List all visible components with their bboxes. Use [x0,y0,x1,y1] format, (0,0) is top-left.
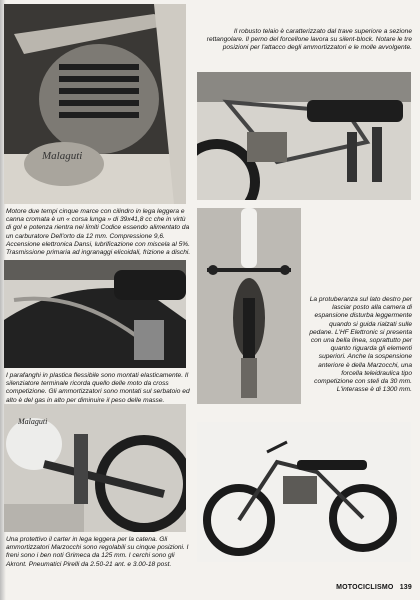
page-footer [300,584,412,594]
rear-chain-photo [4,404,186,532]
malaguti-side-logo: Malaguti [18,417,48,426]
engine-photo [4,4,186,204]
magazine-name: MOTOCICLISMO [336,584,394,591]
tank-photo [4,260,186,368]
full-bike-photo [197,422,411,562]
page-number: 139 [399,584,412,591]
caption-tank: La protuberanza sul lato destro per lasciar posto alla camera di espansione disturba leggermente quando si guida rialzati sulle pedane. L'HF Elettronic si presenta con una bella linea, soprattutto per quanto riguarda gli elementi superiori. Anche la sospensione anteriore è della Marzocchi, una forcella teleidraulica tipo competizione con steli da 30 mm. L'interasse è di 1300 mm. [309,296,412,394]
frame-photo [197,72,411,200]
caption-engine: Motore due tempi cinque marce con cilindro in lega leggera e canna cromata è un « corsa lunga » di 39x41,8 cc che in virtù di gol e potenza rientra nei limiti Codice essendo alimentato da un carburatore Dell'orto da 12 mm. Compressione 9,6. Accensione elettronica Dansi, lubrificazione con miscela al 5%. Trasmissione primaria ad ingranaggi elicoidali, frizione a dischi. [6,208,191,257]
caption-chain: Una protettivo il carter in lega leggera per la catena. Gli ammortizzatori Marzocchi sono regolabili su cinque posizioni. I freni sono i ben noti Grimeca da 125 mm. I cerchi sono gli Akront. Pneumatici Pirelli da 2.50-21 ant. e 3.00-18 post. [6,536,189,568]
front-view-photo [197,208,301,404]
caption-fenders: I parafanghi in plastica flessibile sono montati elasticamente. Il silenziatore terminale ricorda quello delle moto da cross competizione. Gli ammortizzatori sono montati sul serbatoio ed alto è del gas in alto per diminuire il peso delle masse. [6,372,190,404]
caption-frame: Il robusto telaio è caratterizzato dal trave superiore a sezione rettangolare. Il perno del forcellone lavora su silent-block. Notare le tre posizioni per l'attacco degli ammortizzatori e le molle avvolgente. [206,28,412,52]
malaguti-engine-logo: Malaguti [42,150,83,162]
